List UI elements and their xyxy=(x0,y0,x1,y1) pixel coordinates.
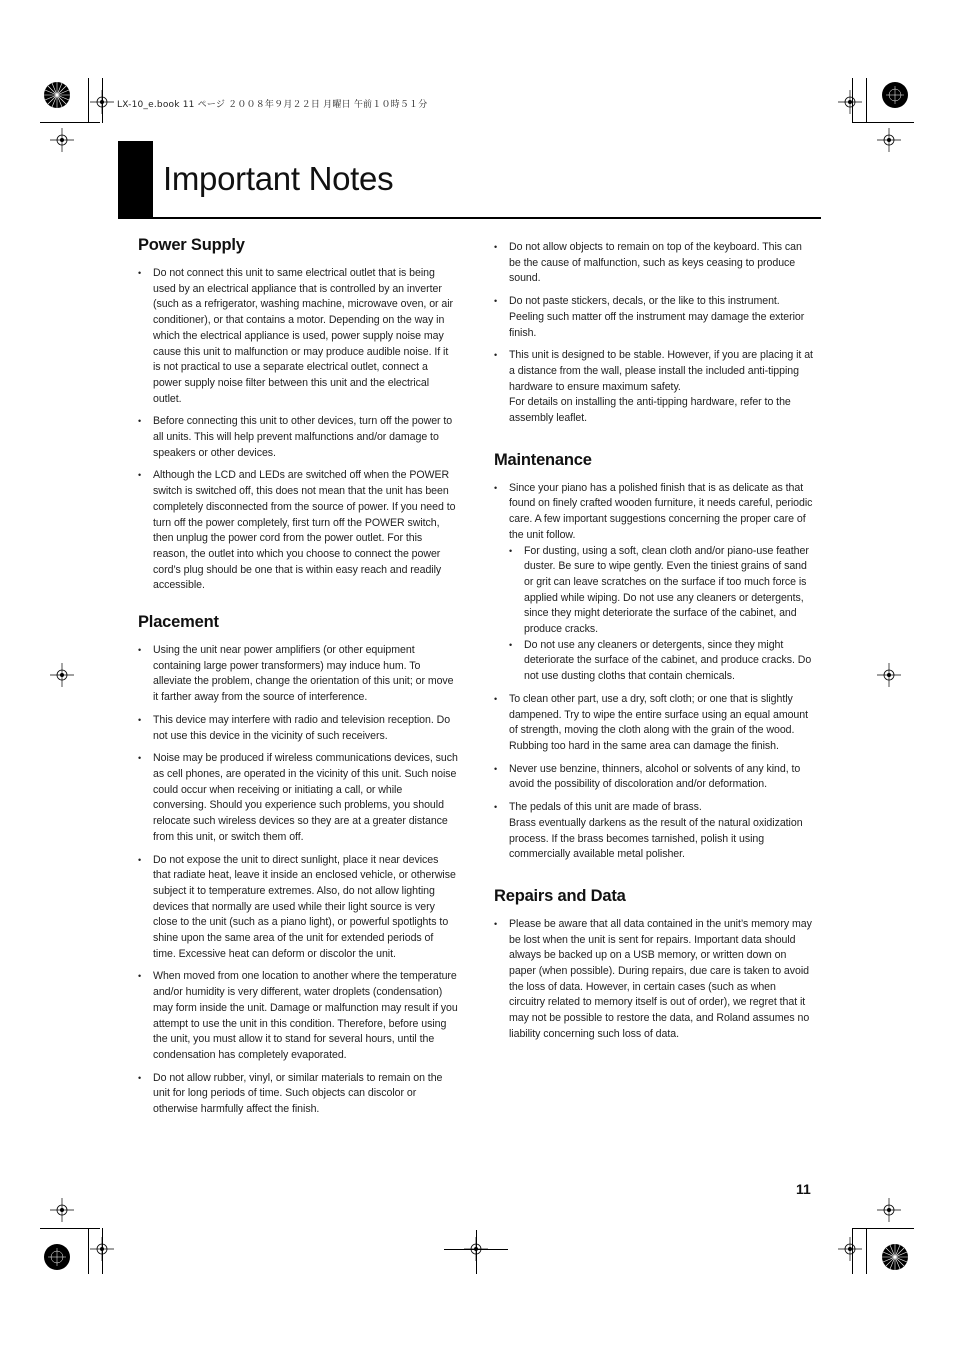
crosshair-target-icon xyxy=(838,90,862,114)
list-item: • Do not expose the unit to direct sunlight, place it near devices that radiate heat, leave it inside an enclosed vehicle, or otherwise subject it to temperature extremes. Also, do not allow lighting devices that normally are used while their light source is very close to the unit (such as a piano light), or powerful spotlights to shine upon the same area of the unit for extended periods of time. Excessive heat can deform or discolor the unit. xyxy=(138,853,458,963)
registration-target-icon xyxy=(42,80,72,110)
list-item: • To clean other part, use a dry, soft cloth; or one that is slightly dampened. Try to wipe the entire surface using an equal amount of strength, moving the cloth along with the grain of the wood. Rubbing too hard in the same area can damage the finish. xyxy=(494,692,814,755)
list-item: • Please be aware that all data contained in the unit’s memory may be lost when the unit is sent for repairs. Important data should always be backed up on a USB memory, or written down on paper (when possible). During repairs, due care is taken to avoid the loss of data. However, in certain cases (such as when circuitry related to memory itself is out of order), we regret that it may not be possible to restore the data, and Roland assumes no liability concerning such loss of data. xyxy=(494,917,814,1043)
list-item-text: This unit is designed to be stable. However, if you are placing it at a distance from the wall, please install the included anti-tipping hardware to ensure maximum safety. xyxy=(509,349,813,393)
placement-list-continued xyxy=(494,240,814,427)
list-item: • When moved from one location to another where the temperature and/or humidity is very different, water droplets (condensation) may form inside the unit. Damage or malfunction may result if you attempt to use the unit in this condition. Therefore, before using the unit, you must allow it to stand for several hours, until the condensation has completely evaporated. xyxy=(138,969,458,1063)
list-item: • This device may interfere with radio and television reception. Do not use this device in the vicinity of such receivers. xyxy=(138,713,458,744)
sub-list-item: • Do not use any cleaners or detergents, since they might deteriorate the surface of the cabinet, and produce cracks. Do not use dusting cloths that contain chemicals. xyxy=(509,638,814,685)
title-rule xyxy=(118,217,821,219)
section-heading-power-supply: Power Supply xyxy=(138,236,245,254)
crosshair-target-icon xyxy=(838,1237,862,1261)
list-item: • Do not allow rubber, vinyl, or similar materials to remain on the unit for long periods of time. Such objects can discolor or otherwise harmfully affect the finish. xyxy=(138,1071,458,1118)
maintenance-intro: • Since your piano has a polished finish that is as delicate as that found on finely crafted wooden furniture, it needs careful, periodic care. A few important suggestions concerning the proper care of the unit follow. xyxy=(509,481,813,541)
crosshair-target-icon xyxy=(90,1237,114,1261)
list-item xyxy=(494,348,814,427)
section-heading-placement: Placement xyxy=(138,613,219,632)
list-item: • Although the LCD and LEDs are switched off when the POWER switch is switched off, this does not mean that the unit has been completely disconnected from the source of power. If you need to turn off the power completely, first turn off the POWER switch, then unplug the power cord from the power outlet. For this reason, the outlet into which you choose to connect the power cord’s plug should be one that is within easy reach and readily accessible. xyxy=(138,468,458,594)
section-heading-maintenance: Maintenance xyxy=(494,450,592,469)
list-item: • Using the unit near power amplifiers (or other equipment containing large power transformers) may induce hum. To alleviate the problem, change the orientation of this unit; or move it farther away from the source of interference. xyxy=(138,643,458,706)
crosshair-target-icon xyxy=(877,128,901,152)
list-item: • Do not paste stickers, decals, or the like to this instrument. Peeling such matter off the instrument may damage the exterior finish. xyxy=(494,294,814,341)
list-item: • Noise may be produced if wireless communications devices, such as cell phones, are operated in the vicinity of this unit. Such noise could occur when receiving or initiating a call, or while conversing. Should you experience such problems, you should relocate such wireless devices so they are at a greater distance from this unit, or switch them off. xyxy=(138,751,458,845)
crosshair-target-icon xyxy=(50,1198,74,1222)
crosshair-target-icon xyxy=(90,90,114,114)
power-supply-list xyxy=(138,266,458,594)
crosshair-target-icon xyxy=(50,663,74,687)
list-item: • Never use benzine, thinners, alcohol or solvents of any kind, to avoid the possibility of discoloration and/or deformation. xyxy=(494,762,814,793)
anti-tipping-note: For details on installing the anti-tipping hardware, refer to the assembly leaflet. xyxy=(509,396,791,425)
center-crop-line xyxy=(476,1230,477,1274)
list-item: • Do not allow objects to remain on top of the keyboard. This can be the cause of malfunction, such as keys ceasing to produce sound. xyxy=(494,240,814,287)
list-item xyxy=(494,800,814,863)
page-title: Important Notes xyxy=(163,160,394,197)
registration-target-icon xyxy=(880,1242,910,1272)
list-item: • Do not connect this unit to same electrical outlet that is being used by an electrical appliance that is controlled by an inverter (such as a refrigerator, washing machine, microwave oven, or air conditioner), or that contains a motor. Depending on the way in which the electrical appliance is used, power supply noise may cause this unit to malfunction or may produce audible noise. If it is not practical to use a separate electrical outlet, connect a power supply noise filter between this unit and the electrical outlet. xyxy=(138,266,458,407)
list-item-text: The pedals of this unit are made of brass. xyxy=(509,801,702,814)
pedals-note: Brass eventually darkens as the result of the natural oxidization process. If the brass becomes tarnished, polish it using commercially available metal polisher. xyxy=(509,816,803,861)
registration-target-icon xyxy=(42,1242,72,1272)
placement-list xyxy=(138,643,458,1118)
page-number: 11 xyxy=(796,1181,811,1197)
repairs-list xyxy=(494,917,814,1043)
left-column xyxy=(138,232,458,1118)
crosshair-target-icon xyxy=(877,1198,901,1222)
list-item: • Before connecting this unit to other devices, turn off the power to all units. This will help prevent malfunctions and/or damage to speakers or other devices. xyxy=(138,414,458,461)
crosshair-target-icon xyxy=(877,663,901,687)
right-column xyxy=(494,240,814,1043)
crosshair-target-icon xyxy=(50,128,74,152)
list-item xyxy=(494,481,814,685)
maintenance-sublist xyxy=(509,544,814,685)
registration-target-icon xyxy=(880,80,910,110)
sub-list-item: • For dusting, using a soft, clean cloth and/or piano-use feather duster. Be sure to wipe gently. Even the tiniest grains of sand or grit can leave scratches on the surface if too much force is applied while wiping. Do not use any cleaners or detergents, since they might deteriorate the surface of the cabinet, and produce cracks. xyxy=(509,544,814,638)
maintenance-list xyxy=(494,481,814,863)
title-bar-block xyxy=(118,141,153,219)
section-heading-repairs: Repairs and Data xyxy=(494,886,626,905)
file-info-header: LX-10_e.book 11 ページ ２００８年９月２２日 月曜日 午前１０時５１分 xyxy=(117,100,428,110)
